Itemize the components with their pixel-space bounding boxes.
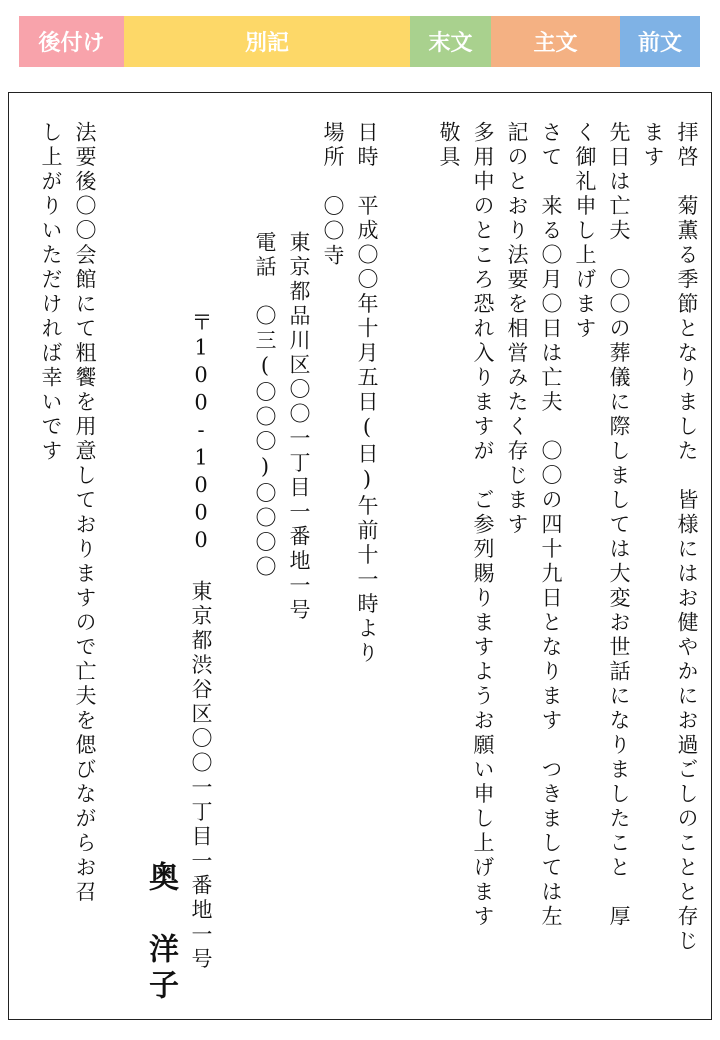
shubun-line-4: 記のとおり法要を相営みたく存じます (505, 121, 529, 538)
section-label-zenbun: 前文 (620, 16, 700, 67)
letter-section-legend (19, 16, 700, 67)
section-label-betsuki: 別記 (124, 16, 410, 67)
postscript-line-1: 法要後〇〇会館にて粗饗を用意しておりますので亡夫を偲びながらお召 (73, 121, 97, 905)
atozuke-signature: 奥 洋子 (143, 861, 178, 1005)
shubun-line-5: 多用中のところ恐れ入りますが ご参列賜りますようお願い申し上げます (471, 121, 495, 930)
atozuke-postal-address: 〒100-1000 東京都渋谷区〇〇一丁目一番地一号 (189, 311, 213, 972)
shubun-line-1: 先日は亡夫 〇〇の葬儀に際しましては大変お世話になりましたこと 厚 (607, 121, 631, 930)
betsuki-place-name: 〇〇寺 (321, 195, 345, 269)
zenbun-line-2: ます (641, 121, 665, 170)
shubun-line-2: く御礼申し上げます (573, 121, 597, 342)
postscript-line-2: し上がりいただければ幸いです (39, 121, 63, 464)
letter-body (8, 92, 712, 1020)
betsuki-place-phone: 電話 〇三(〇〇〇)〇〇〇〇 (253, 231, 277, 580)
matsubun-keigu: 敬具 (437, 121, 461, 170)
betsuki-place-label: 場所 (321, 121, 345, 170)
section-label-matsubun: 末文 (410, 16, 491, 67)
shubun-line-3: さて 来る〇月〇日は亡夫 〇〇の四十九日となります つきましては左 (539, 121, 563, 930)
betsuki-date: 日時 平成〇〇年十月五日(日)午前十一時より (355, 121, 379, 666)
betsuki-place-address: 東京都品川区〇〇一丁目一番地一号 (287, 231, 311, 623)
section-label-atozuke: 後付け (19, 16, 124, 67)
section-label-shubun: 主文 (491, 16, 620, 67)
zenbun-line-1: 拝啓 菊薫る季節となりました 皆様にはお健やかにお過ごしのことと存じ (675, 121, 699, 954)
